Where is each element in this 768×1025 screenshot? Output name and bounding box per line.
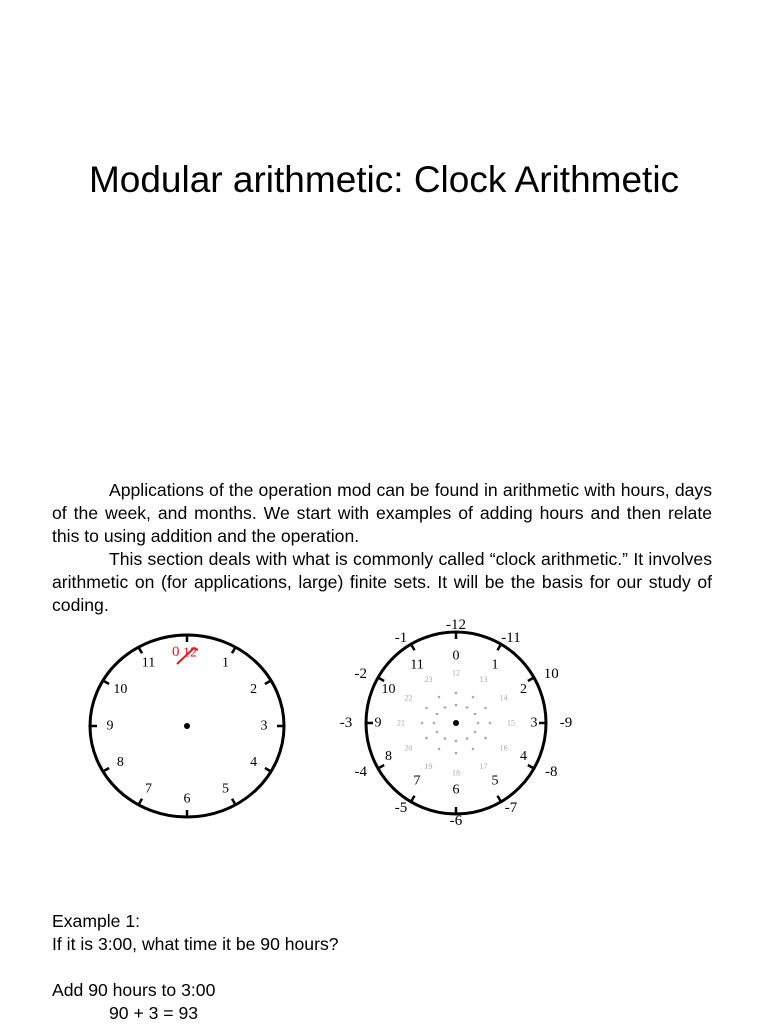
clock2-outer-number: -12 (446, 617, 466, 633)
clock2-faint-dot (472, 696, 475, 699)
clock2-tick (498, 796, 502, 802)
clock2-second-ring-number: 21 (397, 718, 405, 728)
clock2-faint-dot (484, 737, 487, 740)
clock2-faint-dot (474, 713, 477, 716)
clock2-outer-number: -7 (504, 799, 518, 816)
clock2-faint-dot (477, 722, 480, 725)
clock2-faint-dot (425, 737, 428, 740)
clock2-outer-number: -2 (354, 666, 367, 682)
clock1-tick (139, 799, 143, 805)
clock1-tick (103, 768, 109, 772)
clock2-inner-number: 2 (520, 682, 528, 697)
clock2-faint-dot (444, 737, 447, 740)
clock2-inner-number: 11 (410, 657, 424, 673)
clock2-second-ring-number: 15 (507, 718, 515, 728)
clock2-second-ring-number: 18 (452, 768, 460, 778)
clock1-tick (139, 647, 143, 653)
clock1-tick (265, 681, 271, 685)
clock2-inner-number: 7 (413, 773, 421, 789)
clock2-faint-dot (455, 740, 458, 743)
clock1-hour-number: 10 (113, 682, 128, 697)
clock2-faint-dot (438, 748, 441, 751)
clock-face-24-hour-with-negatives (330, 612, 590, 834)
clock1-hour-number: 9 (106, 718, 114, 734)
clock1-hour-number: 4 (250, 755, 258, 770)
clock2-faint-dot (466, 706, 469, 709)
clock1-center-dot (184, 723, 190, 729)
clock2-faint-dot (455, 692, 458, 695)
clock-face-12-hour (80, 628, 300, 828)
intro-paragraph: Applications of the operation mod can be found in arithmetic with hours, days of the week, and months. We start with examples of adding hours and then relate this to using addition and the operation. (52, 480, 712, 546)
clock2-faint-dot (455, 752, 458, 755)
clock1-tick (232, 799, 236, 805)
clock1-hour-number: 5 (222, 781, 229, 797)
clock1-hour-number: 12 (183, 645, 197, 661)
clock2-tick (528, 678, 534, 682)
clock2-tick (378, 678, 384, 682)
clock2-inner-number: 0 (452, 648, 460, 664)
example-step-1: Add 90 hours to 3:00 (52, 980, 216, 1000)
clock2-outer-number: -3 (339, 715, 353, 731)
clock2-faint-dot (421, 722, 424, 725)
clock2-faint-dot (466, 737, 469, 740)
clock2-faint-dot (474, 731, 477, 734)
clock2-outer-number: 10 (543, 666, 559, 682)
clock2-second-ring-number: 13 (479, 675, 488, 685)
clock2-center-dot (453, 720, 459, 726)
clock2-inner-number: 4 (520, 749, 528, 764)
clock1-hour-number: 8 (116, 755, 124, 770)
clock1-tick (232, 647, 236, 653)
example-question: If it is 3:00, what time it be 90 hours? (52, 934, 339, 954)
clock2-second-ring-number: 16 (499, 743, 508, 753)
clock2-tick (378, 765, 384, 769)
example-heading: Example 1: (52, 911, 141, 931)
example-step-2: 90 + 3 = 93 (109, 1003, 199, 1023)
clock2-second-ring-number: 14 (499, 693, 508, 703)
clock2-faint-dot (455, 704, 458, 707)
clock2-faint-dot (438, 696, 441, 699)
clock2-outer-number: -1 (394, 630, 408, 647)
clock2-faint-dot (436, 731, 439, 734)
clock2-second-ring-number: 17 (479, 761, 488, 771)
clock2-outer-number: -4 (354, 764, 367, 780)
section-paragraph: This section deals with what is commonly called “clock arithmetic.” It involves arithmetic on (for applications, large) finite sets. It will be the basis for our study of coding. (52, 549, 712, 615)
clock2-faint-dot (444, 706, 447, 709)
clock2-outer-number: -11 (501, 630, 521, 647)
clock2-faint-dot (472, 748, 475, 751)
clock2-faint-dot (484, 707, 487, 710)
clock1-tick (265, 768, 271, 772)
clock2-second-ring-number: 20 (404, 743, 413, 753)
clock2-faint-dot (425, 707, 428, 710)
clock2-faint-dot (436, 713, 439, 716)
clock2-inner-number: 8 (384, 749, 392, 764)
clock2-outer-number: -9 (559, 715, 573, 731)
clock1-zero-label: 0 (172, 644, 180, 660)
clock2-tick (411, 644, 415, 650)
clock2-tick (411, 796, 415, 802)
clock2-second-ring-number: 22 (404, 693, 413, 703)
clock1-hour-number: 1 (222, 655, 229, 671)
clock2-second-ring-number: 19 (424, 761, 433, 771)
clock2-outer-number: -5 (394, 799, 408, 816)
clock1-tick (103, 681, 109, 685)
clock2-inner-number: 9 (374, 715, 382, 731)
clock1-hour-number: 3 (260, 718, 268, 734)
clock2-faint-dot (489, 722, 492, 725)
clock2-inner-number: 1 (491, 657, 499, 673)
clock2-second-ring-number: 12 (452, 668, 460, 678)
clock2-inner-number: 3 (530, 715, 538, 731)
clock1-hour-number: 11 (141, 655, 156, 671)
clock2-tick (528, 765, 534, 769)
clock2-second-ring-number: 23 (424, 675, 433, 685)
clock1-hour-number: 6 (183, 791, 191, 807)
clock2-outer-number: -8 (545, 764, 558, 780)
clock2-outer-number: -6 (449, 813, 463, 829)
clock1-hour-number: 7 (145, 781, 152, 797)
clock2-inner-number: 6 (452, 782, 460, 798)
clock2-faint-dot (433, 722, 436, 725)
clock2-inner-number: 5 (491, 773, 499, 789)
page-title: Modular arithmetic: Clock Arithmetic (88, 159, 680, 200)
clock1-hour-number: 2 (250, 682, 258, 697)
clock2-inner-number: 10 (381, 682, 396, 697)
